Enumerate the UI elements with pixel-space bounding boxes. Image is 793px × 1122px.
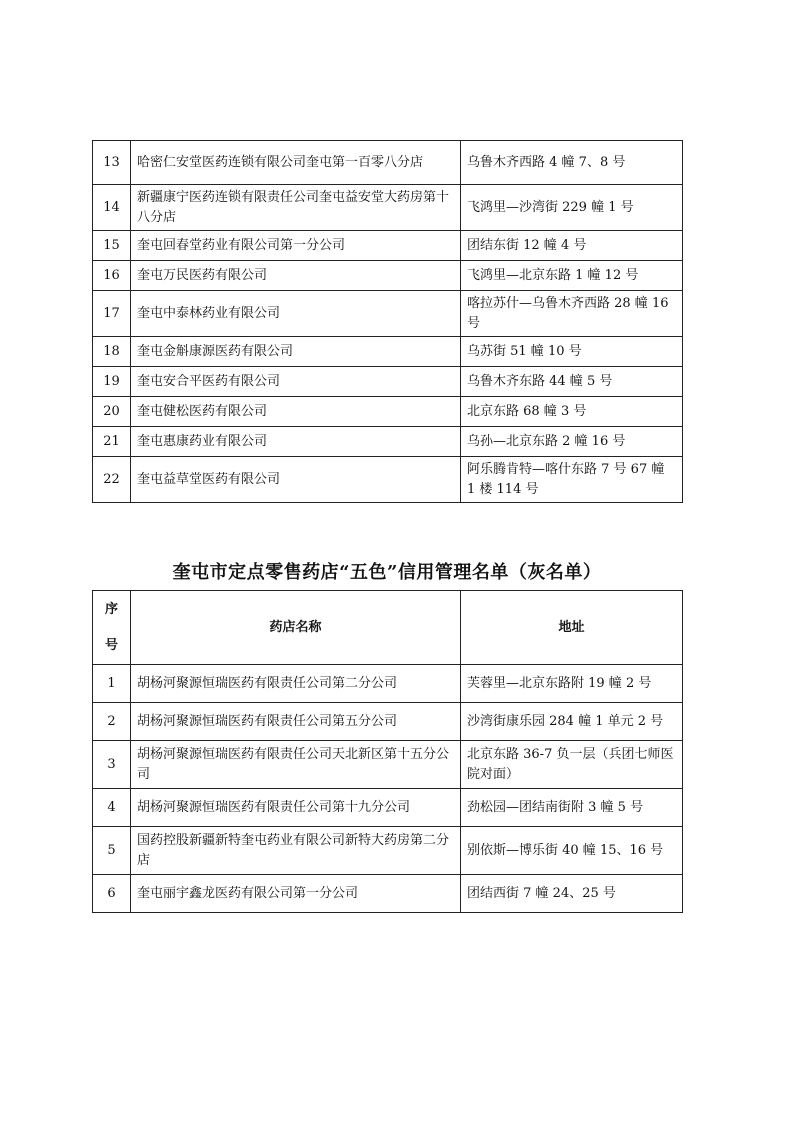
pharmacy-name: 哈密仁安堂医药连锁有限公司奎屯第一百零八分店	[131, 141, 461, 185]
table-row	[93, 827, 683, 875]
gray-list-table	[92, 590, 683, 913]
pharmacy-address: 阿乐腾肯特—喀什东路 7 号 67 幢 1 楼 114 号	[461, 457, 683, 503]
row-number: 15	[93, 231, 131, 261]
pharmacy-address: 团结西街 7 幢 24、25 号	[461, 875, 683, 913]
table-row	[93, 231, 683, 261]
header-seq	[93, 591, 131, 665]
table-row	[93, 337, 683, 367]
pharmacy-address: 乌鲁木齐西路 4 幢 7、8 号	[461, 141, 683, 185]
row-number: 20	[93, 397, 131, 427]
pharmacy-address: 喀拉苏什—乌鲁木齐西路 28 幢 16 号	[461, 291, 683, 337]
pharmacy-name: 胡杨河聚源恒瑞医药有限责任公司第五分公司	[131, 703, 461, 741]
row-number: 3	[93, 741, 131, 789]
pharmacy-name: 奎屯益草堂医药有限公司	[131, 457, 461, 503]
row-number: 16	[93, 261, 131, 291]
table-row	[93, 291, 683, 337]
pharmacy-address: 乌鲁木齐东路 44 幢 5 号	[461, 367, 683, 397]
table-row	[93, 703, 683, 741]
pharmacy-address: 北京东路 36-7 负一层（兵团七师医院对面）	[461, 741, 683, 789]
pharmacy-address: 北京东路 68 幢 3 号	[461, 397, 683, 427]
pharmacy-address: 飞鸿里—沙湾街 229 幢 1 号	[461, 185, 683, 231]
header-seq-top: 序	[104, 601, 118, 617]
table-row	[93, 875, 683, 913]
pharmacy-address: 乌苏街 51 幢 10 号	[461, 337, 683, 367]
pharmacy-name: 奎屯丽宇鑫龙医药有限公司第一分公司	[131, 875, 461, 913]
gray-list-title: 奎屯市定点零售药店“五色”信用管理名单（灰名单）	[172, 562, 602, 583]
table-row	[93, 261, 683, 291]
pharmacy-name: 奎屯安合平医药有限公司	[131, 367, 461, 397]
pharmacy-name: 胡杨河聚源恒瑞医药有限责任公司天北新区第十五分公司	[131, 741, 461, 789]
pharmacy-address: 乌孙—北京东路 2 幢 16 号	[461, 427, 683, 457]
row-number: 19	[93, 367, 131, 397]
pharmacy-address: 沙湾街康乐园 284 幢 1 单元 2 号	[461, 703, 683, 741]
row-number: 13	[93, 141, 131, 185]
row-number: 14	[93, 185, 131, 231]
header-seq-bottom: 号	[104, 637, 118, 653]
table-row	[93, 665, 683, 703]
table-header-row	[93, 591, 683, 665]
table-row	[93, 789, 683, 827]
header-name: 药店名称	[131, 591, 461, 665]
header-address: 地址	[461, 591, 683, 665]
pharmacy-name: 奎屯金斛康源医药有限公司	[131, 337, 461, 367]
pharmacy-name: 胡杨河聚源恒瑞医药有限责任公司第十九分公司	[131, 789, 461, 827]
pharmacy-name: 奎屯中泰林药业有限公司	[131, 291, 461, 337]
pharmacy-name: 奎屯回春堂药业有限公司第一分公司	[131, 231, 461, 261]
row-number: 18	[93, 337, 131, 367]
row-number: 6	[93, 875, 131, 913]
pharmacy-address: 劲松园—团结南街附 3 幢 5 号	[461, 789, 683, 827]
table-row	[93, 397, 683, 427]
row-number: 5	[93, 827, 131, 875]
pharmacy-address: 别依斯—博乐街 40 幢 15、16 号	[461, 827, 683, 875]
pharmacy-name: 奎屯万民医药有限公司	[131, 261, 461, 291]
pharmacy-name: 奎屯惠康药业有限公司	[131, 427, 461, 457]
row-number: 2	[93, 703, 131, 741]
pharmacy-name: 新疆康宁医药连锁有限责任公司奎屯益安堂大药房第十八分店	[131, 185, 461, 231]
row-number: 17	[93, 291, 131, 337]
table-row	[93, 457, 683, 503]
row-number: 22	[93, 457, 131, 503]
row-number: 21	[93, 427, 131, 457]
row-number: 4	[93, 789, 131, 827]
pharmacy-name: 奎屯健松医药有限公司	[131, 397, 461, 427]
table-row	[93, 185, 683, 231]
pharmacy-address: 团结东街 12 幢 4 号	[461, 231, 683, 261]
row-number: 1	[93, 665, 131, 703]
pharmacy-name: 胡杨河聚源恒瑞医药有限责任公司第二分公司	[131, 665, 461, 703]
table-row	[93, 367, 683, 397]
pharmacy-address: 芙蓉里—北京东路附 19 幢 2 号	[461, 665, 683, 703]
pharmacy-address: 飞鸿里—北京东路 1 幢 12 号	[461, 261, 683, 291]
pharmacy-table-continued	[92, 140, 683, 503]
table-row	[93, 427, 683, 457]
table-row	[93, 741, 683, 789]
table-row	[93, 141, 683, 185]
pharmacy-name: 国药控股新疆新特奎屯药业有限公司新特大药房第二分店	[131, 827, 461, 875]
